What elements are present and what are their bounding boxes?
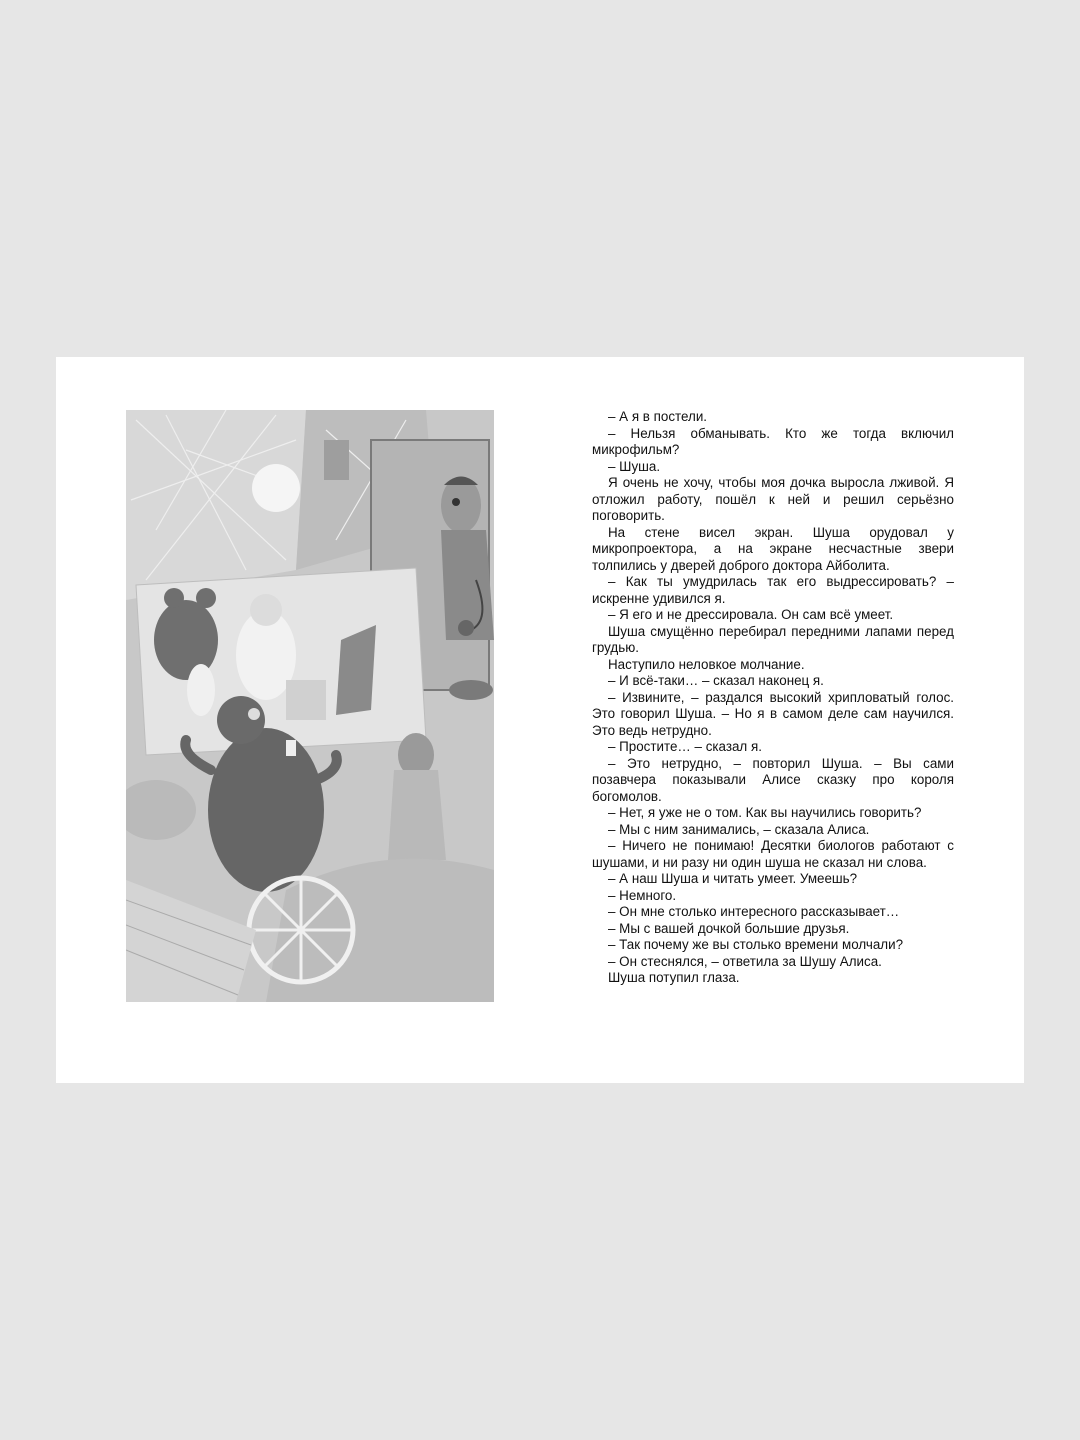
man-eye bbox=[452, 498, 460, 506]
bear-ear bbox=[164, 588, 184, 608]
paragraph: – Как ты умудрилась так его выдрессировать? – искренне удивился я. bbox=[592, 574, 954, 606]
lamp-glow bbox=[252, 464, 300, 512]
doctor-head bbox=[250, 594, 282, 626]
screen-chest bbox=[286, 680, 326, 720]
projector bbox=[458, 620, 474, 636]
wall-box bbox=[324, 440, 349, 480]
paragraph: – Он стеснялся, – ответила за Шушу Алиса. bbox=[608, 953, 882, 969]
man-head bbox=[441, 477, 481, 533]
paragraph: Наступило неловкое молчание. bbox=[608, 656, 805, 672]
paragraph: Шуша смущённо перебирал передними лапами перед грудью. bbox=[592, 623, 954, 655]
paragraph: – Извините, – раздался высокий хрипловатый голос. Это говорил Шуша. – Но я в самом деле сам научился. Это ведь нетрудно. bbox=[592, 689, 954, 738]
paragraph: – Нельзя обманывать. Кто же тогда включил микрофильм? bbox=[592, 425, 954, 457]
paragraph: – Я его и не дрессировала. Он сам всё умеет. bbox=[608, 607, 894, 622]
paragraph: Шуша потупил глаза. bbox=[608, 970, 740, 985]
alisa-body bbox=[388, 770, 446, 860]
paragraph: – И всё-таки… – сказал наконец я. bbox=[608, 673, 824, 688]
book-spread bbox=[56, 357, 1024, 1083]
headboard-spokes bbox=[249, 878, 353, 982]
paragraph: – А наш Шуша и читать умеет. Умеешь? bbox=[608, 871, 858, 886]
story-text bbox=[592, 409, 954, 987]
stool bbox=[449, 680, 493, 700]
paragraph: Я очень не хочу, чтобы моя дочка выросла лживой. Я отложил работу, пошёл к ней и решил серьёзно поговорить. bbox=[592, 475, 954, 523]
paragraph: – Он мне столько интересного рассказывает… bbox=[608, 904, 900, 919]
shusha-eye bbox=[248, 708, 260, 720]
bear-ear-right bbox=[196, 588, 216, 608]
paragraph: – Немного. bbox=[608, 887, 677, 903]
story-illustration bbox=[126, 410, 494, 1002]
paragraph: – Шуша. bbox=[608, 458, 661, 474]
paragraph: На стене висел экран. Шуша орудовал у микропроектора, а на экране несчастные звери толпились у дверей доброго доктора Айболита. bbox=[592, 524, 954, 573]
paragraph: – Простите… – сказал я. bbox=[608, 739, 762, 754]
paragraph: – Ничего не понимаю! Десятки биологов работают с шушами, и ни разу ни один шуша не сказал ни слова. bbox=[592, 838, 954, 870]
shusha-body bbox=[208, 728, 324, 892]
paragraph: – Нет, я уже не о том. Как вы научились говорить? bbox=[608, 805, 922, 820]
hare-on-screen bbox=[187, 664, 215, 716]
shusha-head bbox=[217, 696, 265, 744]
paragraph: – Так почему же вы столько времени молчали? bbox=[608, 937, 904, 952]
paragraph: – А я в постели. bbox=[608, 409, 708, 424]
paragraph: – Мы с ним занимались, – сказала Алиса. bbox=[608, 821, 870, 837]
paragraph: – Мы с вашей дочкой большие друзья. bbox=[608, 920, 850, 936]
illustration-drawing bbox=[126, 410, 494, 1002]
paragraph: – Это нетрудно, – повторил Шуша. – Вы сами позавчера показывали Алисе сказку про короля богомолов. bbox=[592, 755, 954, 804]
remote-control bbox=[286, 740, 296, 756]
